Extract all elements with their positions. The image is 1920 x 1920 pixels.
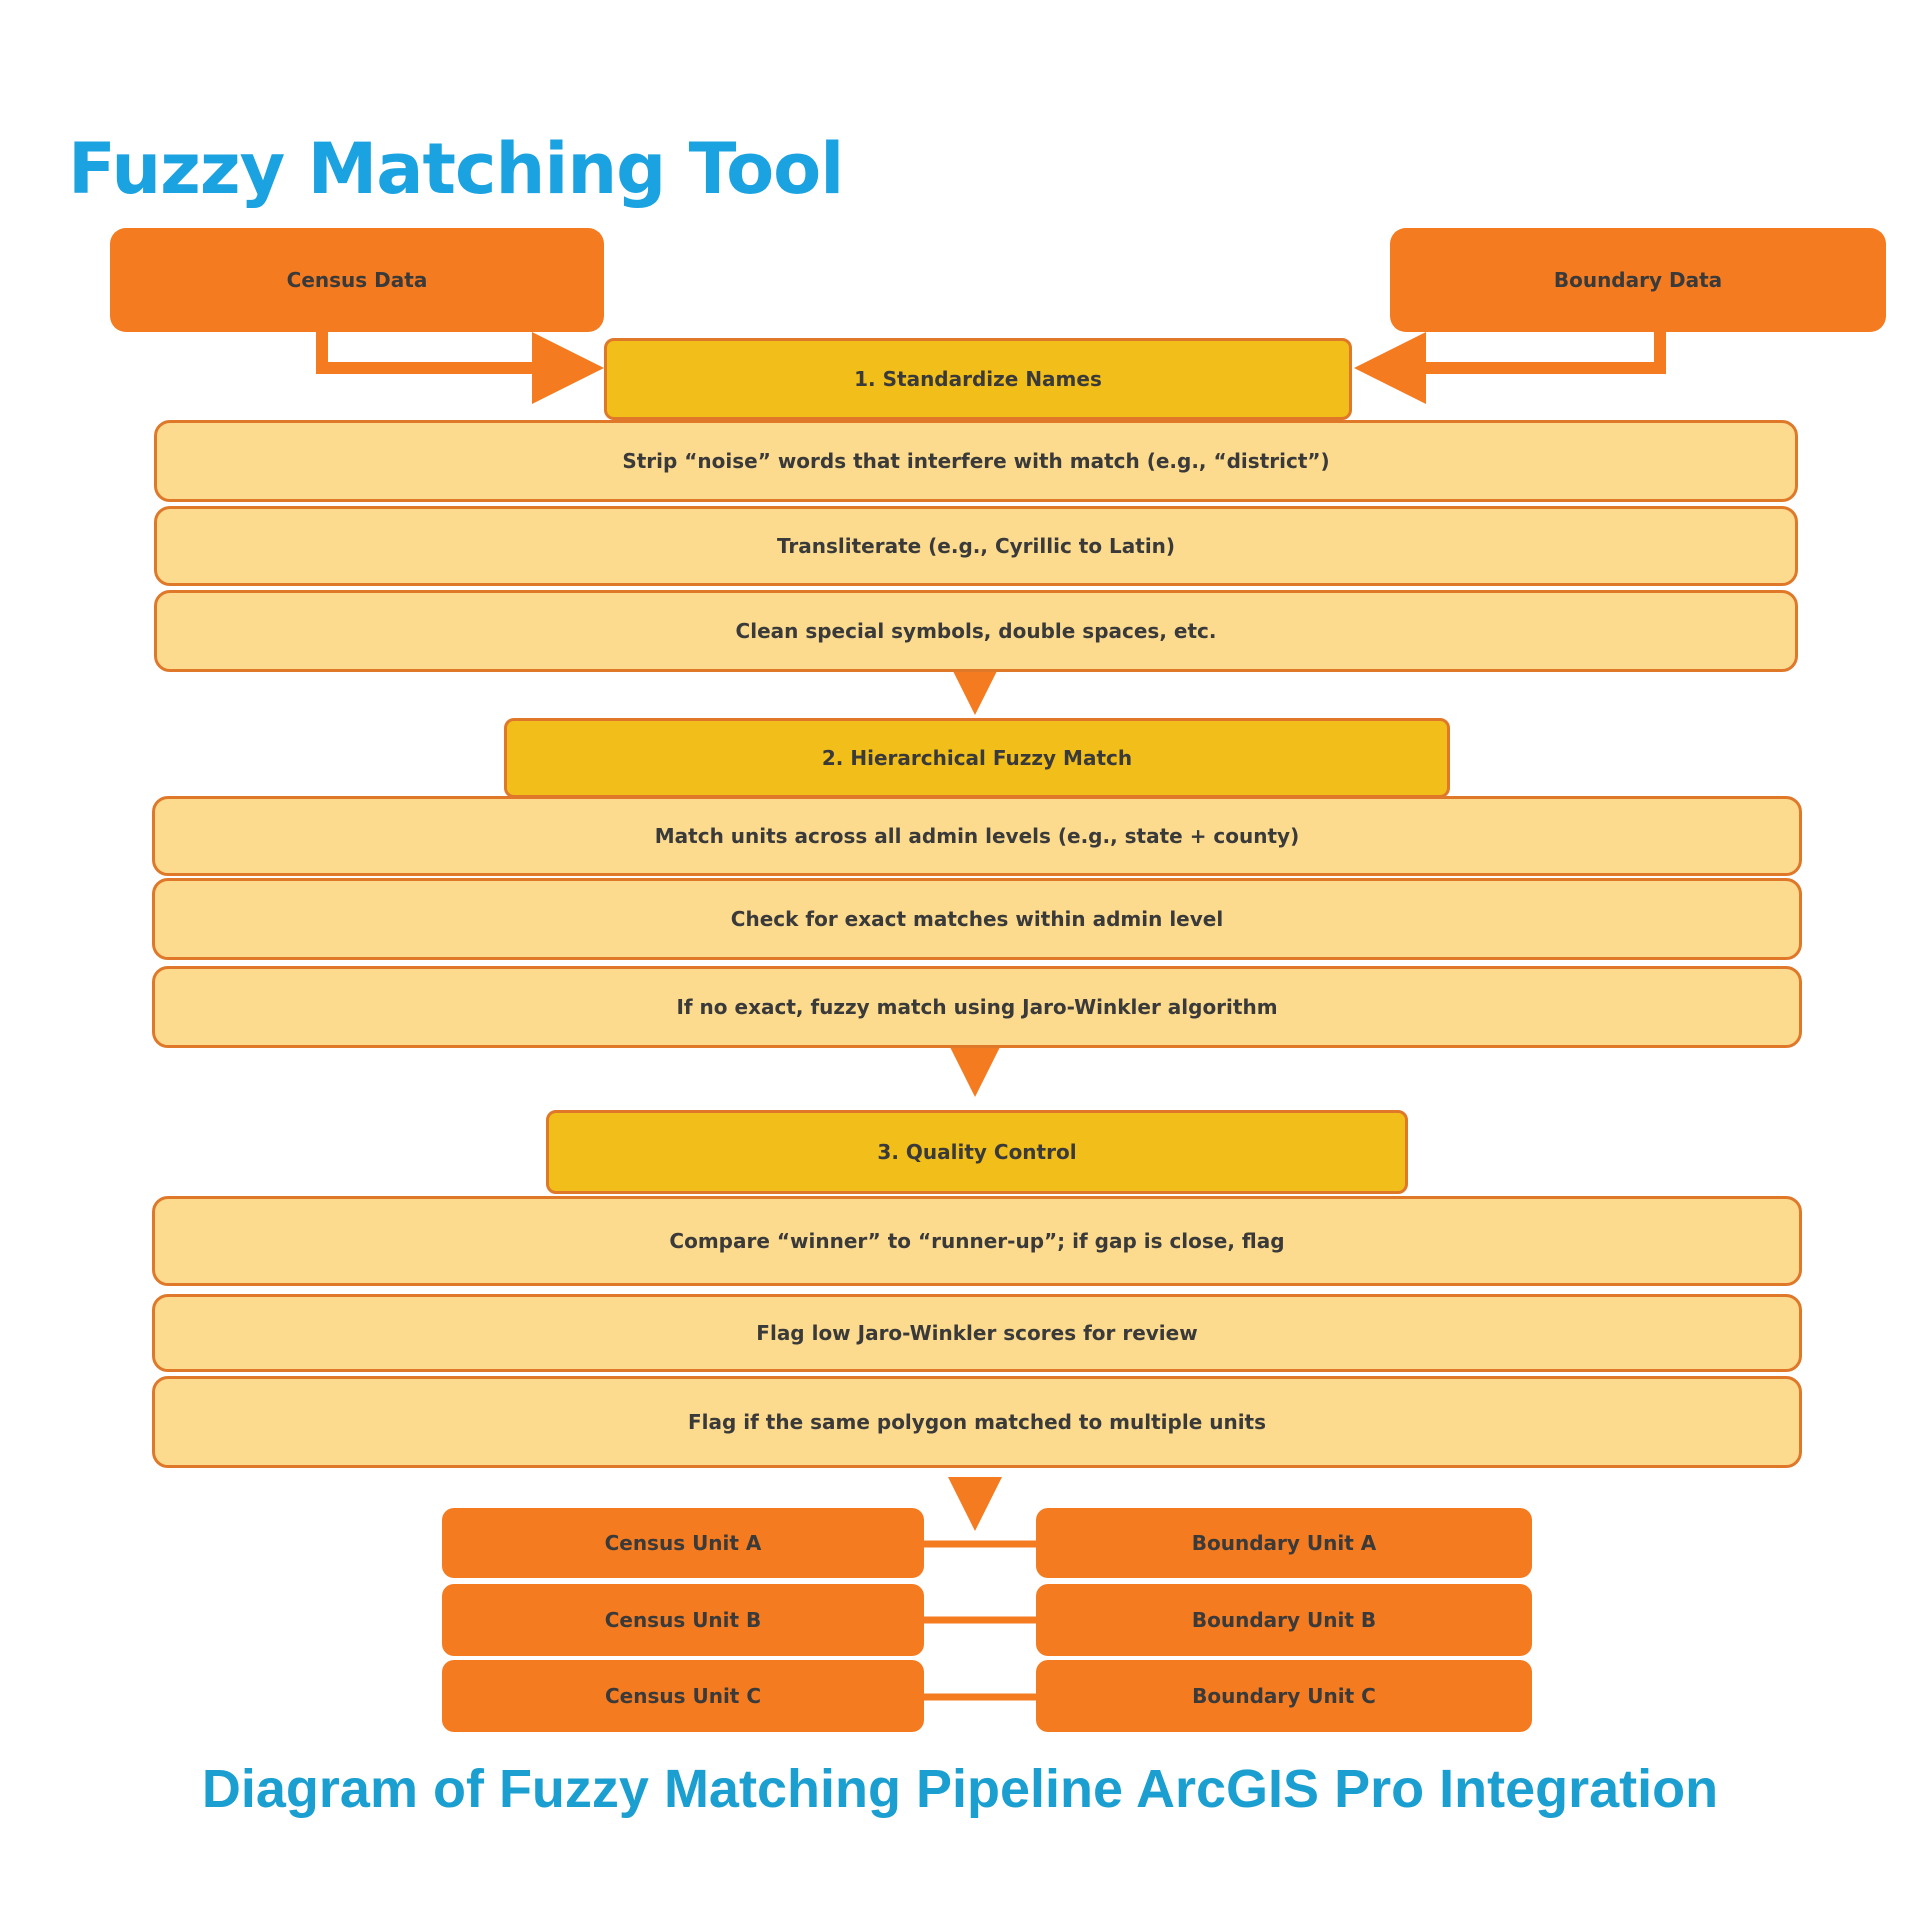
stage-3-step-2: Flag low Jaro-Winkler scores for review <box>152 1294 1802 1372</box>
stage-1-step-3: Clean special symbols, double spaces, etc. <box>154 590 1798 672</box>
stage-3-header: 3. Quality Control <box>546 1110 1408 1194</box>
boundary-data-box: Boundary Data <box>1390 228 1886 332</box>
stage-1-header: 1. Standardize Names <box>604 338 1352 420</box>
boundary-unit-c: Boundary Unit C <box>1036 1660 1532 1732</box>
census-unit-a: Census Unit A <box>442 1508 924 1578</box>
stage-2-step-2: Check for exact matches within admin level <box>152 878 1802 960</box>
stage-2-step-3: If no exact, fuzzy match using Jaro-Winkler algorithm <box>152 966 1802 1048</box>
boundary-unit-b: Boundary Unit B <box>1036 1584 1532 1656</box>
boundary-unit-a: Boundary Unit A <box>1036 1508 1532 1578</box>
page-title: Fuzzy Matching Tool <box>68 128 844 210</box>
census-to-stage1-arrow <box>322 330 592 368</box>
stage-1-step-2: Transliterate (e.g., Cyrillic to Latin) <box>154 506 1798 586</box>
boundary-to-stage1-arrow <box>1366 330 1660 368</box>
stage-2-step-1: Match units across all admin levels (e.g., state + county) <box>152 796 1802 876</box>
census-unit-b: Census Unit B <box>442 1584 924 1656</box>
stage-3-step-1: Compare “winner” to “runner-up”; if gap is close, flag <box>152 1196 1802 1286</box>
diagram-caption: Diagram of Fuzzy Matching Pipeline ArcGIS Pro Integration <box>201 1759 1719 1819</box>
stage-2-header: 2. Hierarchical Fuzzy Match <box>504 718 1450 798</box>
stage-3-step-3: Flag if the same polygon matched to multiple units <box>152 1376 1802 1468</box>
census-unit-c: Census Unit C <box>442 1660 924 1732</box>
stage-1-step-1: Strip “noise” words that interfere with match (e.g., “district”) <box>154 420 1798 502</box>
census-data-box: Census Data <box>110 228 604 332</box>
